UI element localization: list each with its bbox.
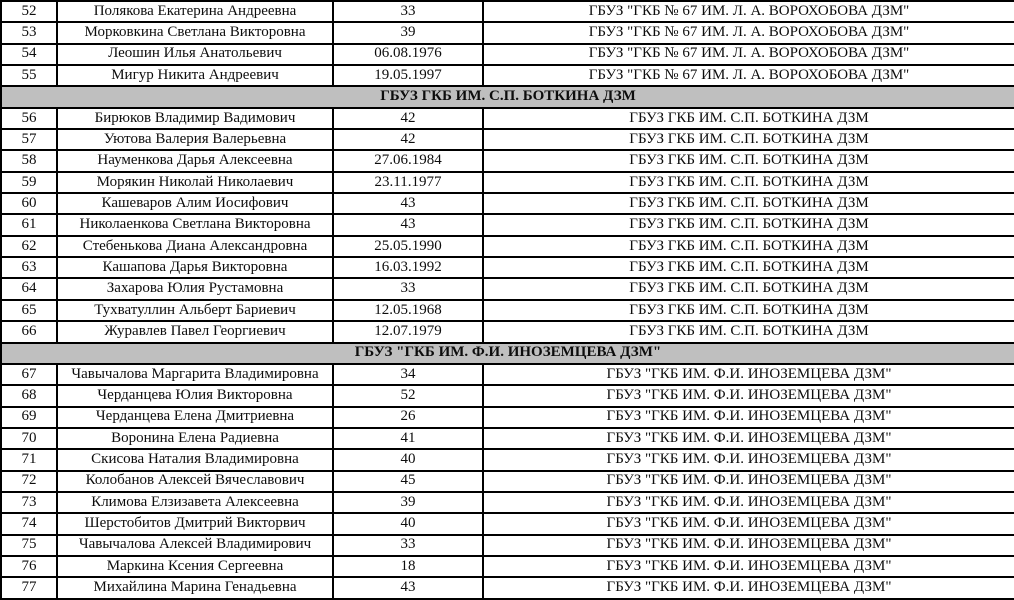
age-or-dob-cell: 23.11.1977 [333,172,483,193]
table-row [1,108,1014,129]
table-row [1,407,1014,428]
hospital-cell: ГБУЗ ГКБ ИМ. С.П. БОТКИНА ДЗМ [483,214,1014,235]
age-or-dob-cell: 39 [333,22,483,43]
table-row [1,321,1014,342]
row-number-cell: 70 [1,428,57,449]
age-or-dob-cell: 41 [333,428,483,449]
person-name-cell: Черданцева Юлия Викторовна [57,385,333,406]
age-or-dob-cell: 12.05.1968 [333,300,483,321]
row-number-cell: 62 [1,236,57,257]
table-row [1,129,1014,150]
person-name-cell: Чавычалова Алексей Владимирович [57,535,333,556]
row-number-cell: 56 [1,108,57,129]
person-name-cell: Маркина Ксения Сергеевна [57,556,333,577]
age-or-dob-cell: 42 [333,108,483,129]
age-or-dob-cell: 39 [333,492,483,513]
table-row [1,214,1014,235]
age-or-dob-cell: 33 [333,278,483,299]
row-number-cell: 73 [1,492,57,513]
table-row [1,150,1014,171]
age-or-dob-cell: 40 [333,513,483,534]
hospital-cell: ГБУЗ "ГКБ ИМ. Ф.И. ИНОЗЕМЦЕВА ДЗМ" [483,513,1014,534]
row-number-cell: 72 [1,471,57,492]
age-or-dob-cell: 34 [333,364,483,385]
person-name-cell: Захарова Юлия Рустамовна [57,278,333,299]
hospital-cell: ГБУЗ "ГКБ ИМ. Ф.И. ИНОЗЕМЦЕВА ДЗМ" [483,449,1014,470]
person-name-cell: Науменкова Дарья Алексеевна [57,150,333,171]
age-or-dob-cell: 45 [333,471,483,492]
hospital-cell: ГБУЗ ГКБ ИМ. С.П. БОТКИНА ДЗМ [483,257,1014,278]
person-name-cell: Леошин Илья Анатольевич [57,44,333,65]
table-row [1,172,1014,193]
person-name-cell: Черданцева Елена Дмитриевна [57,407,333,428]
hospital-cell: ГБУЗ "ГКБ ИМ. Ф.И. ИНОЗЕМЦЕВА ДЗМ" [483,471,1014,492]
age-or-dob-cell: 19.05.1997 [333,65,483,86]
row-number-cell: 55 [1,65,57,86]
hospital-cell: ГБУЗ "ГКБ ИМ. Ф.И. ИНОЗЕМЦЕВА ДЗМ" [483,556,1014,577]
table-row [1,257,1014,278]
hospital-cell: ГБУЗ "ГКБ ИМ. Ф.И. ИНОЗЕМЦЕВА ДЗМ" [483,428,1014,449]
table-row [1,428,1014,449]
table-row [1,449,1014,470]
hospital-cell: ГБУЗ "ГКБ № 67 ИМ. Л. А. ВОРОХОБОВА ДЗМ" [483,65,1014,86]
person-name-cell: Шерстобитов Дмитрий Викторвич [57,513,333,534]
hospital-cell: ГБУЗ "ГКБ ИМ. Ф.И. ИНОЗЕМЦЕВА ДЗМ" [483,492,1014,513]
table-row [1,300,1014,321]
hospital-cell: ГБУЗ "ГКБ ИМ. Ф.И. ИНОЗЕМЦЕВА ДЗМ" [483,364,1014,385]
age-or-dob-cell: 43 [333,214,483,235]
age-or-dob-cell: 16.03.1992 [333,257,483,278]
age-or-dob-cell: 33 [333,535,483,556]
row-number-cell: 75 [1,535,57,556]
section-header-row [1,86,1014,107]
person-name-cell: Бирюков Владимир Вадимович [57,108,333,129]
table-row [1,65,1014,86]
row-number-cell: 57 [1,129,57,150]
hospital-cell: ГБУЗ ГКБ ИМ. С.П. БОТКИНА ДЗМ [483,321,1014,342]
row-number-cell: 68 [1,385,57,406]
age-or-dob-cell: 33 [333,1,483,22]
table-row [1,22,1014,43]
hospital-cell: ГБУЗ ГКБ ИМ. С.П. БОТКИНА ДЗМ [483,236,1014,257]
section-header: ГБУЗ ГКБ ИМ. С.П. БОТКИНА ДЗМ [1,86,1014,107]
person-name-cell: Тухватуллин Альберт Бариевич [57,300,333,321]
person-name-cell: Михайлина Марина Генадьевна [57,577,333,599]
person-name-cell: Кашеваров Алим Иосифович [57,193,333,214]
hospital-cell: ГБУЗ ГКБ ИМ. С.П. БОТКИНА ДЗМ [483,108,1014,129]
person-name-cell: Чавычалова Маргарита Владимировна [57,364,333,385]
table-row [1,535,1014,556]
age-or-dob-cell: 43 [333,193,483,214]
person-name-cell: Скисова Наталия Владимировна [57,449,333,470]
person-name-cell: Кашапова Дарья Викторовна [57,257,333,278]
person-name-cell: Николаенкова Светлана Викторовна [57,214,333,235]
age-or-dob-cell: 26 [333,407,483,428]
row-number-cell: 65 [1,300,57,321]
section-header: ГБУЗ "ГКБ ИМ. Ф.И. ИНОЗЕМЦЕВА ДЗМ" [1,343,1014,364]
table-row [1,492,1014,513]
hospital-cell: ГБУЗ ГКБ ИМ. С.П. БОТКИНА ДЗМ [483,193,1014,214]
hospital-cell: ГБУЗ "ГКБ ИМ. Ф.И. ИНОЗЕМЦЕВА ДЗМ" [483,535,1014,556]
age-or-dob-cell: 18 [333,556,483,577]
person-name-cell: Мигур Никита Андреевич [57,65,333,86]
row-number-cell: 60 [1,193,57,214]
person-name-cell: Колобанов Алексей Вячеславович [57,471,333,492]
table-row [1,556,1014,577]
hospital-cell: ГБУЗ "ГКБ ИМ. Ф.И. ИНОЗЕМЦЕВА ДЗМ" [483,577,1014,599]
row-number-cell: 64 [1,278,57,299]
row-number-cell: 67 [1,364,57,385]
table-row [1,513,1014,534]
row-number-cell: 71 [1,449,57,470]
row-number-cell: 53 [1,22,57,43]
person-name-cell: Стебенькова Диана Александровна [57,236,333,257]
row-number-cell: 61 [1,214,57,235]
hospital-cell: ГБУЗ ГКБ ИМ. С.П. БОТКИНА ДЗМ [483,300,1014,321]
person-name-cell: Воронина Елена Радиевна [57,428,333,449]
row-number-cell: 63 [1,257,57,278]
person-name-cell: Морякин Николай Николаевич [57,172,333,193]
age-or-dob-cell: 43 [333,577,483,599]
row-number-cell: 76 [1,556,57,577]
row-number-cell: 69 [1,407,57,428]
row-number-cell: 52 [1,1,57,22]
hospital-cell: ГБУЗ "ГКБ № 67 ИМ. Л. А. ВОРОХОБОВА ДЗМ" [483,1,1014,22]
table-row [1,577,1014,599]
row-number-cell: 58 [1,150,57,171]
age-or-dob-cell: 12.07.1979 [333,321,483,342]
person-name-cell: Журавлев Павел Георгиевич [57,321,333,342]
table-row [1,385,1014,406]
person-name-cell: Морковкина Светлана Викторовна [57,22,333,43]
table-row [1,44,1014,65]
hospital-cell: ГБУЗ "ГКБ № 67 ИМ. Л. А. ВОРОХОБОВА ДЗМ" [483,22,1014,43]
table-row [1,278,1014,299]
row-number-cell: 66 [1,321,57,342]
person-name-cell: Уютова Валерия Валерьевна [57,129,333,150]
hospital-cell: ГБУЗ "ГКБ ИМ. Ф.И. ИНОЗЕМЦЕВА ДЗМ" [483,385,1014,406]
age-or-dob-cell: 40 [333,449,483,470]
age-or-dob-cell: 42 [333,129,483,150]
table-row [1,236,1014,257]
table-row [1,364,1014,385]
age-or-dob-cell: 52 [333,385,483,406]
section-header-row [1,343,1014,364]
age-or-dob-cell: 25.05.1990 [333,236,483,257]
hospital-cell: ГБУЗ ГКБ ИМ. С.П. БОТКИНА ДЗМ [483,129,1014,150]
hospital-cell: ГБУЗ ГКБ ИМ. С.П. БОТКИНА ДЗМ [483,172,1014,193]
row-number-cell: 77 [1,577,57,599]
row-number-cell: 54 [1,44,57,65]
hospital-cell: ГБУЗ ГКБ ИМ. С.П. БОТКИНА ДЗМ [483,150,1014,171]
table-row [1,1,1014,22]
person-name-cell: Полякова Екатерина Андреевна [57,1,333,22]
hospital-cell: ГБУЗ "ГКБ ИМ. Ф.И. ИНОЗЕМЦЕВА ДЗМ" [483,407,1014,428]
age-or-dob-cell: 06.08.1976 [333,44,483,65]
hospital-cell: ГБУЗ ГКБ ИМ. С.П. БОТКИНА ДЗМ [483,278,1014,299]
row-number-cell: 59 [1,172,57,193]
table-row [1,193,1014,214]
patients-table-body [1,1,1014,599]
table-row [1,471,1014,492]
hospital-cell: ГБУЗ "ГКБ № 67 ИМ. Л. А. ВОРОХОБОВА ДЗМ" [483,44,1014,65]
row-number-cell: 74 [1,513,57,534]
age-or-dob-cell: 27.06.1984 [333,150,483,171]
person-name-cell: Климова Елзизавета Алексеевна [57,492,333,513]
